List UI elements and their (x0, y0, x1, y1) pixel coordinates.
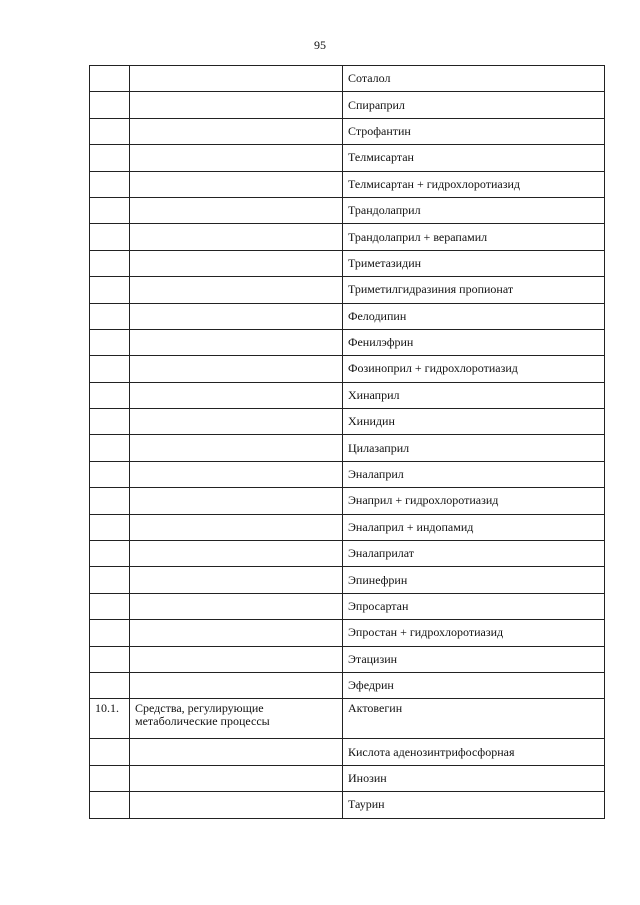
group-name-cell (130, 118, 343, 144)
row-number-cell (90, 329, 130, 355)
group-name-cell (130, 171, 343, 197)
table-row (90, 409, 605, 435)
group-name-cell (130, 514, 343, 540)
drug-name-cell: Эфедрин (343, 672, 605, 698)
group-name-cell (130, 329, 343, 355)
drug-name-cell: Строфантин (343, 118, 605, 144)
table-row (90, 672, 605, 698)
table-row (90, 145, 605, 171)
row-number-cell (90, 672, 130, 698)
group-name-cell (130, 92, 343, 118)
row-number-cell (90, 488, 130, 514)
group-name-cell (130, 250, 343, 276)
drug-name-cell: Фенилэфрин (343, 329, 605, 355)
table-body (90, 66, 605, 819)
group-name-cell (130, 145, 343, 171)
row-number-cell (90, 620, 130, 646)
drug-name-cell: Таурин (343, 792, 605, 818)
table-row (90, 118, 605, 144)
row-number-cell (90, 765, 130, 791)
drug-name-cell: Хинаприл (343, 382, 605, 408)
drug-name-cell: Эналаприл (343, 461, 605, 487)
drug-name-cell: Фелодипин (343, 303, 605, 329)
table-row (90, 329, 605, 355)
group-name-cell (130, 435, 343, 461)
table-row (90, 303, 605, 329)
group-name-cell (130, 620, 343, 646)
group-name-cell (130, 646, 343, 672)
table-row (90, 224, 605, 250)
table-row (90, 541, 605, 567)
group-name-cell (130, 672, 343, 698)
row-number-cell (90, 92, 130, 118)
row-number-cell (90, 409, 130, 435)
row-number-cell (90, 435, 130, 461)
row-number-cell (90, 66, 130, 92)
table-row (90, 197, 605, 223)
drug-name-cell: Соталол (343, 66, 605, 92)
table-row (90, 250, 605, 276)
table-row (90, 567, 605, 593)
page-number: 95 (314, 38, 326, 52)
row-number-cell (90, 792, 130, 818)
table-row (90, 92, 605, 118)
group-name-cell (130, 197, 343, 223)
table-row (90, 514, 605, 540)
drug-name-cell: Эпросартан (343, 593, 605, 619)
group-name-cell (130, 567, 343, 593)
drug-name-cell: Телмисартан + гидрохлоротиазид (343, 171, 605, 197)
table-row (90, 620, 605, 646)
drug-name-cell: Телмисартан (343, 145, 605, 171)
group-name-cell (130, 224, 343, 250)
table-row (90, 356, 605, 382)
row-number-cell (90, 145, 130, 171)
drug-name-cell: Триметазидин (343, 250, 605, 276)
drug-name-cell: Кислота аденозинтрифосфорная (343, 739, 605, 765)
drug-name-cell: Триметилгидразиния пропионат (343, 277, 605, 303)
row-number-cell (90, 250, 130, 276)
table-row (90, 382, 605, 408)
group-name-cell (130, 488, 343, 514)
group-name-cell (130, 382, 343, 408)
row-number-cell (90, 461, 130, 487)
row-number-cell (90, 197, 130, 223)
table-row (90, 171, 605, 197)
table-row (90, 765, 605, 791)
row-number-cell: 10.1. (90, 699, 130, 739)
drug-name-cell: Эналаприлат (343, 541, 605, 567)
drug-name-cell: Инозин (343, 765, 605, 791)
drug-name-cell: Этацизин (343, 646, 605, 672)
drug-name-cell: Цилазаприл (343, 435, 605, 461)
row-number-cell (90, 277, 130, 303)
group-name-cell (130, 277, 343, 303)
drug-name-cell: Энаприл + гидрохлоротиазид (343, 488, 605, 514)
row-number-cell (90, 171, 130, 197)
group-name-cell (130, 792, 343, 818)
table-row (90, 699, 605, 739)
group-name-cell (130, 66, 343, 92)
table-row (90, 792, 605, 818)
group-name-cell (130, 739, 343, 765)
row-number-cell (90, 739, 130, 765)
table-row (90, 739, 605, 765)
group-name-cell (130, 409, 343, 435)
table-row (90, 461, 605, 487)
row-number-cell (90, 303, 130, 329)
group-name-cell (130, 461, 343, 487)
drug-name-cell: Фозиноприл + гидрохлоротиазид (343, 356, 605, 382)
table-row (90, 277, 605, 303)
row-number-cell (90, 646, 130, 672)
table-row (90, 488, 605, 514)
group-name-cell (130, 303, 343, 329)
table-row (90, 66, 605, 92)
drug-name-cell: Трандолаприл + верапамил (343, 224, 605, 250)
row-number-cell (90, 593, 130, 619)
group-name-cell (130, 356, 343, 382)
drug-name-cell: Эналаприл + индопамид (343, 514, 605, 540)
group-name-cell: Средства, регулирующие метаболические процессы (130, 699, 343, 739)
table-row (90, 646, 605, 672)
row-number-cell (90, 382, 130, 408)
row-number-cell (90, 514, 130, 540)
drug-name-cell: Хинидин (343, 409, 605, 435)
drug-name-cell: Спираприл (343, 92, 605, 118)
drug-name-cell: Эпростан + гидрохлоротиазид (343, 620, 605, 646)
group-name-cell (130, 765, 343, 791)
row-number-cell (90, 567, 130, 593)
row-number-cell (90, 118, 130, 144)
table-row (90, 435, 605, 461)
row-number-cell (90, 224, 130, 250)
drug-name-cell: Трандолаприл (343, 197, 605, 223)
table-row (90, 593, 605, 619)
group-name-cell (130, 541, 343, 567)
row-number-cell (90, 356, 130, 382)
group-name-cell (130, 593, 343, 619)
drug-table (89, 65, 605, 819)
drug-name-cell: Эпинефрин (343, 567, 605, 593)
drug-name-cell: Актовегин (343, 699, 605, 739)
row-number-cell (90, 541, 130, 567)
